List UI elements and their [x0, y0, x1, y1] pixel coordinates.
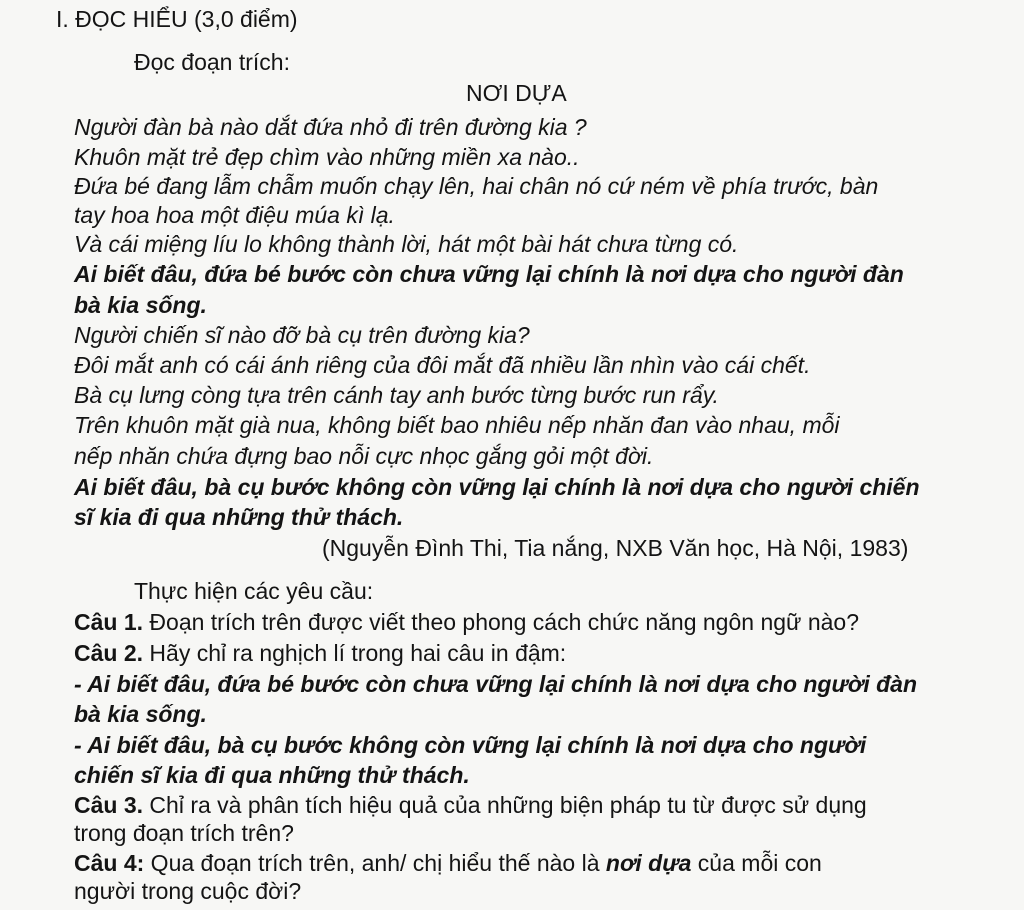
poem-line: nếp nhăn chứa đựng bao nỗi cực nhọc gắng gỏi một đời. — [74, 443, 654, 469]
poem-line: Trên khuôn mặt già nua, không biết bao nhiêu nếp nhăn đan vào nhau, mỗi — [74, 412, 840, 438]
question-1-text: Đoạn trích trên được viết theo phong cách chức năng ngôn ngữ nào? — [143, 609, 859, 635]
poem-line: Và cái miệng líu lo không thành lời, hát một bài hát chưa từng có. — [74, 231, 739, 257]
question-2-text: Hãy chỉ ra nghịch lí trong hai câu in đậm: — [143, 640, 567, 666]
poem-line: Bà cụ lưng còng tựa trên cánh tay anh bước từng bước run rẩy. — [74, 382, 719, 408]
poem-source: (Nguyễn Đình Thi, Tia nắng, NXB Văn học, Hà Nội, 1983) — [322, 535, 909, 561]
question-3-label: Câu 3. — [74, 792, 144, 818]
section-heading: I. ĐỌC HIỂU (3,0 điểm) — [56, 6, 298, 32]
poem-line: Đôi mắt anh có cái ánh riêng của đôi mắt đã nhiều lần nhìn vào cái chết. — [74, 352, 811, 378]
poem-line-bold: Ai biết đâu, bà cụ bước không còn vững lại chính là nơi dựa cho người chiến — [74, 474, 920, 500]
poem-line-bold: bà kia sống. — [74, 292, 207, 318]
question-2-quote: - Ai biết đâu, đứa bé bước còn chưa vững lại chính là nơi dựa cho người đàn — [74, 671, 918, 697]
poem-line: Người chiến sĩ nào đỡ bà cụ trên đường kia? — [74, 322, 530, 348]
question-3-text-cont: trong đoạn trích trên? — [74, 820, 294, 846]
question-4-label: Câu 4: — [74, 850, 145, 876]
question-3 — [74, 790, 867, 820]
read-prompt: Đọc đoạn trích: — [134, 49, 290, 75]
question-4 — [74, 848, 822, 878]
poem-line-bold: Ai biết đâu, đứa bé bước còn chưa vững lại chính là nơi dựa cho người đàn — [74, 261, 904, 287]
question-2-quote: bà kia sống. — [74, 701, 207, 727]
tasks-heading: Thực hiện các yêu cầu: — [134, 578, 374, 604]
question-4-emphasis: nơi dựa — [605, 850, 692, 876]
poem-line: Người đàn bà nào dắt đứa nhỏ đi trên đường kia ? — [74, 114, 587, 140]
question-2-quote: - Ai biết đâu, bà cụ bước không còn vững lại chính là nơi dựa cho người — [74, 732, 867, 758]
question-4-text: Qua đoạn trích trên, anh/ chị hiểu thế nào là — [144, 850, 606, 876]
poem-line: Khuôn mặt trẻ đẹp chìm vào những miền xa nào.. — [74, 144, 580, 170]
poem-title: NƠI DỰA — [466, 80, 567, 106]
question-4-text-after: của mỗi con — [691, 850, 822, 876]
question-4-text-cont: người trong cuộc đời? — [74, 878, 302, 904]
poem-line-bold: sĩ kia đi qua những thử thách. — [74, 504, 404, 530]
question-3-text: Chỉ ra và phân tích hiệu quả của những biện pháp tu từ được sử dụng — [143, 792, 867, 818]
question-1-label: Câu 1. — [74, 609, 144, 635]
poem-line: tay hoa hoa một điệu múa kì lạ. — [74, 202, 395, 228]
poem-line: Đứa bé đang lẫm chẫm muốn chạy lên, hai chân nó cứ ném về phía trước, bàn — [74, 173, 879, 199]
question-2 — [74, 638, 566, 668]
question-2-quote: chiến sĩ kia đi qua những thử thách. — [74, 762, 470, 788]
question-2-label: Câu 2. — [74, 640, 144, 666]
question-1 — [74, 607, 859, 637]
